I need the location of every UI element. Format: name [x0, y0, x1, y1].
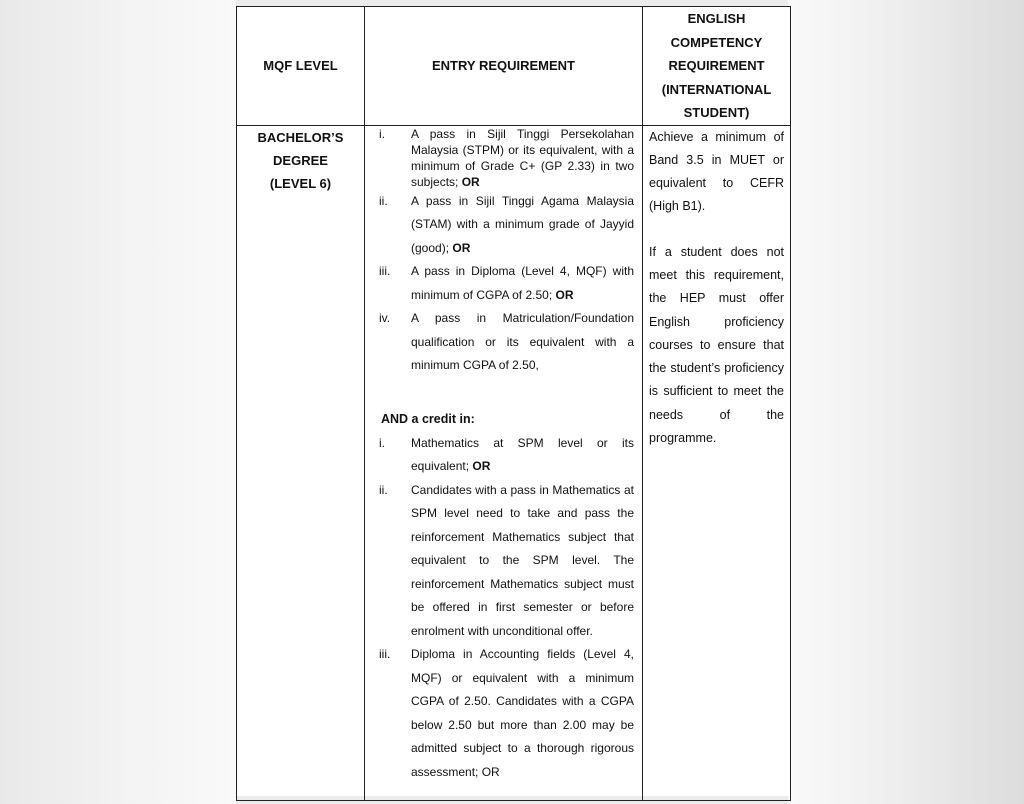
item-text: Candidates with a pass in Mathematics at SPM level need to take and pass the reinforcement Mathematics subject that equivalent to the SPM level. The reinforcement Mathematics subject must be offered in first semester or before enrolment with unconditional offer.: [411, 482, 634, 638]
item-text: A pass in Sijil Tinggi Persekolahan Malaysia (STPM) or its equivalent, with a minimum of Grade C+ (GP 2.33) in two subjects;: [411, 126, 634, 189]
header-english-line: COMPETENCY: [670, 34, 763, 50]
background-right: [788, 0, 1024, 804]
header-row: [237, 7, 791, 126]
header-entry-requirement: ENTRY REQUIREMENT: [365, 7, 643, 126]
item-suffix: OR: [472, 459, 491, 473]
item-text: Mathematics at SPM level or its equivalent;: [411, 435, 634, 473]
table-row: [237, 125, 791, 800]
english-requirement-cell: [643, 125, 791, 800]
level-line: BACHELOR’S: [257, 129, 344, 145]
english-paragraph: If a student does not meet this requirement, the HEP must offer English proficiency courses to ensure that the student’s proficiency is sufficient to meet the needs of the programme.: [649, 244, 784, 446]
list-item: [365, 126, 642, 190]
list-item: [365, 432, 642, 479]
header-english-line: ENGLISH: [687, 11, 746, 26]
document-page: [236, 6, 791, 796]
item-number: iii.: [379, 264, 391, 278]
list-item: [365, 479, 642, 644]
item-text: A pass in Diploma (Level 4, MQF) with minimum of CGPA of 2.50;: [411, 264, 634, 302]
item-text: A pass in Sijil Tinggi Agama Malaysia (STAM) with a minimum grade of Jayyid (good);: [411, 193, 634, 255]
entry-requirement-cell: [365, 125, 643, 800]
header-english-line: STUDENT): [683, 105, 750, 120]
level-line: (LEVEL 6): [269, 175, 332, 191]
level-cell: [237, 125, 365, 800]
item-text: A pass in Matriculation/Foundation qualification or its equivalent with a minimum CGPA of 2.50,: [411, 311, 634, 372]
list-item: [365, 307, 642, 378]
item-number: iv.: [379, 311, 391, 325]
level-line: DEGREE: [273, 152, 328, 168]
item-number: ii.: [379, 482, 388, 497]
header-english-line: (INTERNATIONAL: [661, 81, 772, 97]
list-item: [365, 190, 642, 261]
background-left: [0, 0, 236, 804]
header-mqf-level: MQF LEVEL: [237, 7, 365, 126]
item-number: i.: [379, 126, 385, 141]
item-number: iii.: [379, 647, 391, 661]
header-english-line: REQUIREMENT: [668, 58, 765, 73]
english-paragraph: Achieve a minimum of Band 3.5 in MUET or equivalent to CEFR (High B1).: [649, 129, 784, 214]
item-number: i.: [379, 435, 385, 450]
list-item: [365, 643, 642, 784]
item-number: ii.: [379, 193, 388, 208]
item-suffix: OR: [452, 240, 471, 255]
item-text: Diploma in Accounting fields (Level 4, MQF) or equivalent with a minimum CGPA of 2.50. Candidates with a CGPA below 2.50 but more than 2.00 may be admitted subject to a thorough rigorous assessment; OR: [411, 647, 634, 779]
item-suffix: OR: [555, 287, 574, 302]
requirements-table: [236, 6, 791, 801]
list-item: [365, 260, 642, 307]
header-english-requirement: [643, 7, 791, 126]
item-suffix: OR: [461, 174, 480, 189]
and-credit-heading: AND a credit in:: [381, 411, 475, 426]
